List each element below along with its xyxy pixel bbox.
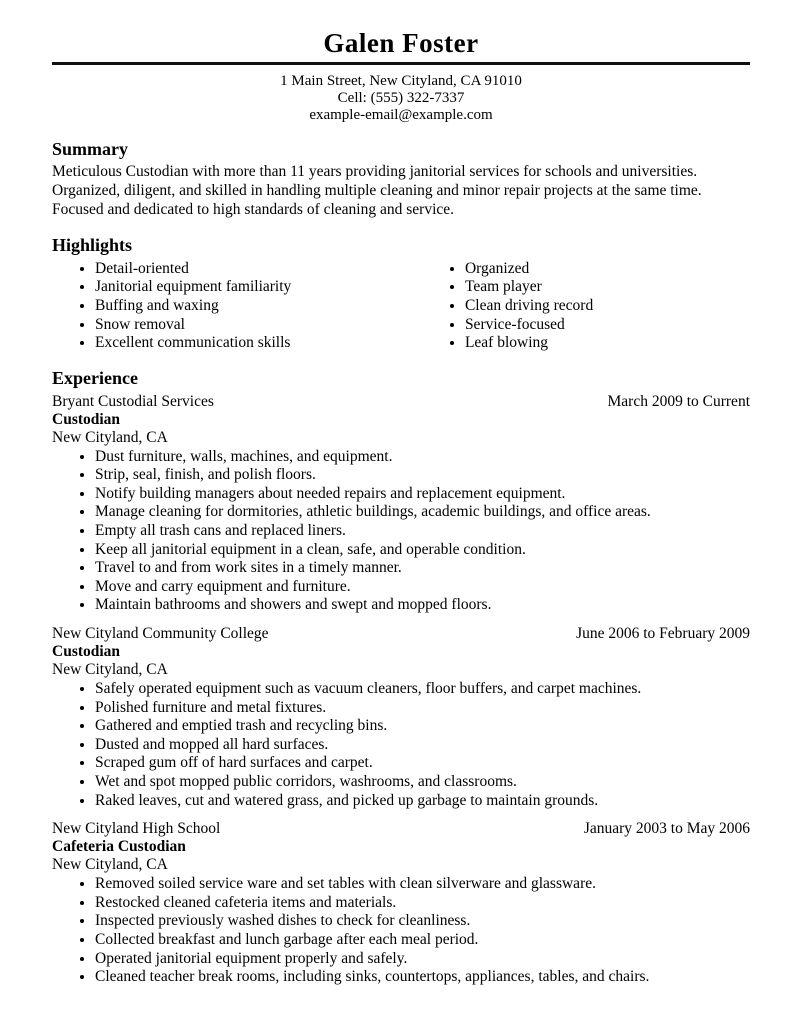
job-entry-bryant-custodial bbox=[52, 393, 750, 615]
job-duty-item: • Scraped gum off of hard surfaces and carpet. bbox=[95, 754, 750, 773]
job-entry-community-college bbox=[52, 625, 750, 810]
job-duty-item: • Polished furniture and metal fixtures. bbox=[95, 699, 750, 718]
job-duty-item: • Maintain bathrooms and showers and swept and mopped floors. bbox=[95, 596, 750, 615]
job-duty-item: • Dust furniture, walls, machines, and equipment. bbox=[95, 448, 750, 467]
contact-email: example-email@example.com bbox=[309, 107, 493, 124]
highlights-list-left bbox=[52, 260, 422, 353]
highlight-item: • Detail-oriented bbox=[95, 260, 422, 279]
highlight-item: • Clean driving record bbox=[465, 297, 750, 316]
job-duty-item: • Manage cleaning for dormitories, athletic buildings, academic buildings, and office areas. bbox=[95, 503, 750, 522]
job-duty-item: • Keep all janitorial equipment in a clean, safe, and operable condition. bbox=[95, 541, 750, 560]
job-duty-item: • Inspected previously washed dishes to check for cleanliness. bbox=[95, 912, 750, 931]
job-header bbox=[52, 820, 750, 838]
job-duty-item: • Wet and spot mopped public corridors, washrooms, and classrooms. bbox=[95, 773, 750, 792]
job-duty-item: • Notify building managers about needed repairs and replacement equipment. bbox=[95, 485, 750, 504]
highlight-item: • Janitorial equipment familiarity bbox=[95, 278, 422, 297]
job-duties-list bbox=[52, 680, 750, 810]
highlight-item: • Leaf blowing bbox=[465, 334, 750, 353]
job-duty-item: • Travel to and from work sites in a timely manner. bbox=[95, 559, 750, 578]
job-duty-item: • Removed soiled service ware and set tables with clean silverware and glassware. bbox=[95, 875, 750, 894]
job-location: New Cityland, CA bbox=[52, 428, 168, 446]
highlight-item: • Buffing and waxing bbox=[95, 297, 422, 316]
experience-heading: Experience bbox=[52, 367, 138, 388]
header-divider-rule bbox=[52, 62, 750, 65]
summary-text: Meticulous Custodian with more than 11 years providing janitorial services for schools and universities. Organized, diligent, and skilled in handling multiple cleaning and minor repair projects at the same time. Focused and dedicated to high standards of cleaning and service. bbox=[52, 163, 702, 218]
job-dates: June 2006 to February 2009 bbox=[576, 625, 750, 643]
job-title: Custodian bbox=[52, 643, 121, 661]
highlights-columns bbox=[52, 260, 750, 353]
highlight-item: • Organized bbox=[465, 260, 750, 279]
job-header bbox=[52, 393, 750, 411]
job-dates: January 2003 to May 2006 bbox=[583, 820, 750, 838]
contact-address: 1 Main Street, New Cityland, CA 91010 bbox=[280, 73, 522, 90]
highlight-item: • Excellent communication skills bbox=[95, 334, 422, 353]
job-duties-list bbox=[52, 448, 750, 615]
job-company: New Cityland Community College bbox=[52, 625, 269, 643]
job-entry-high-school bbox=[52, 820, 750, 987]
job-company: New Cityland High School bbox=[52, 820, 221, 838]
job-dates: March 2009 to Current bbox=[607, 392, 750, 410]
highlights-list-right bbox=[422, 260, 750, 353]
job-location: New Cityland, CA bbox=[52, 661, 168, 679]
job-header bbox=[52, 625, 750, 643]
contact-phone: Cell: (555) 322-7337 bbox=[337, 90, 465, 107]
job-duty-item: • Empty all trash cans and replaced liners. bbox=[95, 522, 750, 541]
highlight-item: • Team player bbox=[465, 278, 750, 297]
job-title: Cafeteria Custodian bbox=[52, 838, 186, 856]
job-duty-item: • Operated janitorial equipment properly and safely. bbox=[95, 950, 750, 969]
job-location: New Cityland, CA bbox=[52, 856, 168, 874]
job-duty-item: • Strip, seal, finish, and polish floors. bbox=[95, 466, 750, 485]
highlight-item: • Service-focused bbox=[465, 316, 750, 335]
contact-block bbox=[52, 73, 750, 124]
job-duty-item: • Raked leaves, cut and watered grass, and picked up garbage to maintain grounds. bbox=[95, 792, 750, 811]
summary-heading: Summary bbox=[52, 139, 128, 160]
job-title: Custodian bbox=[52, 410, 121, 428]
highlight-item: • Snow removal bbox=[95, 316, 422, 335]
job-duty-item: • Safely operated equipment such as vacuum cleaners, floor buffers, and carpet machines. bbox=[95, 680, 750, 699]
job-duty-item: • Restocked cleaned cafeteria items and materials. bbox=[95, 894, 750, 913]
job-duties-list bbox=[52, 875, 750, 987]
job-duty-item: • Dusted and mopped all hard surfaces. bbox=[95, 736, 750, 755]
candidate-name: Galen Foster bbox=[323, 28, 479, 58]
job-duty-item: • Collected breakfast and lunch garbage after each meal period. bbox=[95, 931, 750, 950]
job-duty-item: • Gathered and emptied trash and recycling bins. bbox=[95, 717, 750, 736]
job-company: Bryant Custodial Services bbox=[52, 392, 214, 410]
highlights-heading: Highlights bbox=[52, 234, 133, 255]
job-duty-item: • Cleaned teacher break rooms, including sinks, countertops, appliances, tables, and chairs. bbox=[95, 968, 750, 987]
job-duty-item: • Move and carry equipment and furniture. bbox=[95, 578, 750, 597]
